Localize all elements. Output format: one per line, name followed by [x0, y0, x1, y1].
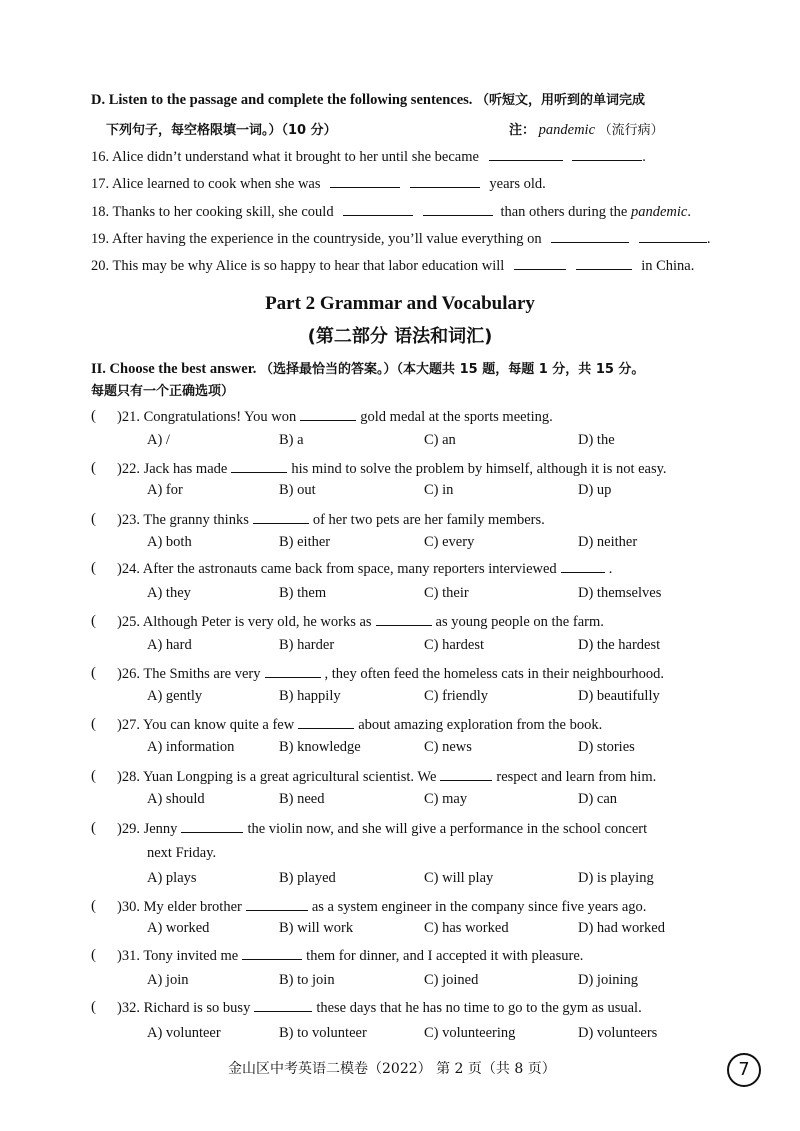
- option-a[interactable]: A) information: [147, 739, 235, 755]
- answer-paren-open: (: [91, 511, 96, 527]
- question-stem: 31. Tony invited me: [121, 948, 239, 964]
- answer-paren-open: (: [91, 460, 96, 476]
- page-mark: 7: [727, 1053, 761, 1087]
- option-c[interactable]: C) every: [424, 534, 475, 550]
- question-21: [117, 408, 553, 426]
- part2-title: Part 2 Grammar and Vocabulary: [265, 293, 535, 314]
- answer-paren-open: (: [91, 820, 96, 836]
- answer-paren-open: (: [91, 947, 96, 963]
- answer-paren-open: (: [91, 716, 96, 732]
- section-ii-heading-line2: [91, 382, 234, 401]
- option-d[interactable]: D) had worked: [578, 920, 665, 936]
- answer-slot[interactable]: [102, 767, 118, 785]
- sentence-end: in China.: [641, 258, 695, 274]
- page-footer: 金山区中考英语二模卷（2022） 第 2 页（共 8 页）: [228, 1061, 556, 1077]
- question-blank: [376, 613, 432, 626]
- note-label: 注：: [509, 123, 536, 138]
- sentence-text: 19. After having the experience in the countryside, you’ll value everything on: [91, 231, 542, 247]
- question-stem: 27. You can know quite a few: [121, 717, 295, 733]
- option-d[interactable]: D) themselves: [578, 585, 662, 601]
- question-stem-end: as young people on the farm.: [435, 614, 604, 630]
- sentence-16: [91, 148, 646, 166]
- option-b[interactable]: B) knowledge: [279, 739, 361, 755]
- answer-slot[interactable]: [102, 510, 118, 528]
- option-d[interactable]: D) the hardest: [578, 637, 661, 653]
- answer-paren-open: (: [91, 665, 96, 681]
- question-stem-end: about amazing exploration from the book.: [358, 717, 603, 733]
- option-a[interactable]: A) for: [147, 482, 183, 498]
- answer-paren-close: ): [117, 821, 122, 837]
- option-d[interactable]: D) the: [578, 432, 615, 448]
- note-word: pandemic: [538, 122, 596, 138]
- sentence-text: 17. Alice learned to cook when she was: [91, 176, 321, 192]
- option-c[interactable]: C) their: [424, 585, 469, 601]
- answer-blank[interactable]: [576, 257, 632, 270]
- option-b[interactable]: B) happily: [279, 688, 341, 704]
- option-d[interactable]: D) can: [578, 791, 618, 807]
- question-blank: [561, 560, 605, 573]
- answer-paren-close: ): [117, 899, 122, 915]
- answer-blank[interactable]: [489, 148, 563, 161]
- question-stem-end: them for dinner, and I accepted it with pleasure.: [306, 948, 584, 964]
- option-b[interactable]: B) harder: [279, 637, 335, 653]
- option-c[interactable]: C) volunteering: [424, 1025, 516, 1041]
- option-d[interactable]: D) up: [578, 482, 612, 498]
- section-d-heading-line2: [106, 121, 337, 140]
- question-blank: [440, 768, 492, 781]
- option-d[interactable]: D) beautifully: [578, 688, 660, 704]
- question-stem: 21. Congratulations! You won: [121, 409, 297, 425]
- question-32: [117, 999, 642, 1017]
- option-a[interactable]: A) volunteer: [147, 1025, 221, 1041]
- question-blank: [300, 408, 356, 421]
- section-d-instruction-1: （听短文，用听到的单词完成: [476, 93, 646, 108]
- question-blank: [231, 460, 287, 473]
- option-b[interactable]: B) a: [279, 432, 304, 448]
- answer-blank[interactable]: [639, 230, 707, 243]
- question-31: [117, 947, 583, 965]
- option-a[interactable]: A) join: [147, 972, 189, 988]
- question-stem-end: as a system engineer in the company since five years ago.: [311, 899, 647, 915]
- option-a[interactable]: A) /: [147, 432, 170, 448]
- option-a[interactable]: A) hard: [147, 637, 192, 653]
- question-stem-end: respect and learn from him.: [496, 769, 657, 785]
- option-c[interactable]: C) will play: [424, 870, 494, 886]
- question-stem: 26. The Smiths are very: [121, 666, 261, 682]
- question-blank: [181, 820, 243, 833]
- section-ii-title: II. Choose the best answer.: [91, 361, 257, 377]
- answer-paren-close: ): [117, 1000, 122, 1016]
- option-d[interactable]: D) is playing: [578, 870, 654, 886]
- option-c[interactable]: C) in: [424, 482, 454, 498]
- section-ii-instruction-1: （选择最恰当的答案。）（本大题共 15 题，每题 1 分，共 15 分。: [260, 362, 645, 377]
- question-stem-end: gold medal at the sports meeting.: [360, 409, 553, 425]
- note-translation: （流行病）: [598, 123, 664, 138]
- answer-slot[interactable]: [102, 612, 118, 630]
- question-27: [117, 716, 602, 734]
- option-a[interactable]: A) both: [147, 534, 192, 550]
- option-b[interactable]: B) played: [279, 870, 336, 886]
- answer-paren-close: ): [117, 461, 122, 477]
- question-28: [117, 768, 656, 786]
- option-b[interactable]: B) out: [279, 482, 316, 498]
- answer-blank[interactable]: [514, 257, 566, 270]
- question-24: [117, 560, 612, 578]
- answer-slot[interactable]: [102, 819, 118, 837]
- question-stem-end: his mind to solve the problem by himself, although it is not easy.: [291, 461, 667, 477]
- answer-paren-close: ): [117, 512, 122, 528]
- question-30: [117, 898, 646, 916]
- question-stem: 28. Yuan Longping is a great agricultural scientist. We: [121, 769, 437, 785]
- question-stem: 25. Although Peter is very old, he works as: [121, 614, 372, 630]
- option-c[interactable]: C) may: [424, 791, 468, 807]
- option-d[interactable]: D) neither: [578, 534, 638, 550]
- option-c[interactable]: C) news: [424, 739, 472, 755]
- section-d-heading: [91, 91, 645, 110]
- option-c[interactable]: C) an: [424, 432, 456, 448]
- sentence-text-2: than others during the: [500, 204, 628, 220]
- answer-slot[interactable]: [102, 897, 118, 915]
- option-a[interactable]: A) plays: [147, 870, 197, 886]
- question-29: [117, 820, 647, 838]
- part2-subtitle: (第二部分 语法和词汇): [307, 326, 493, 347]
- answer-blank[interactable]: [330, 175, 400, 188]
- answer-slot[interactable]: [102, 998, 118, 1016]
- option-a[interactable]: A) worked: [147, 920, 210, 936]
- option-b[interactable]: B) to join: [279, 972, 335, 988]
- answer-paren-close: ): [117, 561, 122, 577]
- question-stem: 29. Jenny: [121, 821, 178, 837]
- answer-blank[interactable]: [551, 230, 629, 243]
- sentence-17: [91, 175, 546, 193]
- option-d[interactable]: D) joining: [578, 972, 639, 988]
- question-23: [117, 511, 545, 529]
- answer-slot[interactable]: [102, 459, 118, 477]
- question-stem-end: , they often feed the homeless cats in their neighbourhood.: [324, 666, 664, 682]
- answer-paren-close: ): [117, 614, 122, 630]
- answer-blank[interactable]: [572, 148, 642, 161]
- option-b[interactable]: B) will work: [279, 920, 354, 936]
- question-blank: [242, 947, 302, 960]
- option-b[interactable]: B) to volunteer: [279, 1025, 367, 1041]
- question-stem-end: these days that he has no time to go to the gym as usual.: [316, 1000, 642, 1016]
- question-blank: [254, 999, 312, 1012]
- answer-paren-close: ): [117, 948, 122, 964]
- answer-paren-close: ): [117, 666, 122, 682]
- answer-paren-close: ): [117, 409, 122, 425]
- pandemic-note: [509, 121, 664, 140]
- answer-slot[interactable]: [102, 715, 118, 733]
- answer-paren-open: (: [91, 768, 96, 784]
- option-b[interactable]: B) them: [279, 585, 327, 601]
- answer-slot[interactable]: [102, 664, 118, 682]
- answer-paren-open: (: [91, 999, 96, 1015]
- answer-paren-open: (: [91, 898, 96, 914]
- sentence-text: 20. This may be why Alice is so happy to hear that labor education will: [91, 258, 505, 274]
- question-continuation: next Friday.: [147, 845, 217, 861]
- option-c[interactable]: C) hardest: [424, 637, 484, 653]
- italic-word: pandemic: [630, 204, 688, 220]
- option-a[interactable]: A) should: [147, 791, 205, 807]
- answer-blank[interactable]: [410, 175, 480, 188]
- option-b[interactable]: B) need: [279, 791, 325, 807]
- answer-paren-open: (: [91, 613, 96, 629]
- sentence-20: [91, 257, 694, 275]
- option-a[interactable]: A) they: [147, 585, 191, 601]
- question-stem-end: of her two pets are her family members.: [312, 512, 545, 528]
- section-d-instruction-2: 下列句子，每空格限填一词。）（10 分）: [106, 123, 337, 138]
- answer-slot[interactable]: [102, 407, 118, 425]
- sentence-text: 18. Thanks to her cooking skill, she could: [91, 204, 334, 220]
- question-blank: [253, 511, 309, 524]
- question-stem: 30. My elder brother: [121, 899, 242, 915]
- sentence-end: years old.: [489, 176, 546, 192]
- option-c[interactable]: C) has worked: [424, 920, 509, 936]
- question-blank: [246, 898, 308, 911]
- question-stem: 24. After the astronauts came back from space, many reporters interviewed: [121, 561, 557, 577]
- sentence-19: [91, 230, 710, 248]
- option-c[interactable]: C) friendly: [424, 688, 489, 704]
- sentence-end: .: [687, 204, 691, 220]
- question-stem: 32. Richard is so busy: [121, 1000, 251, 1016]
- section-ii-instruction-2: 每题只有一个正确选项）: [91, 384, 235, 399]
- option-a[interactable]: A) gently: [147, 688, 203, 704]
- option-c[interactable]: C) joined: [424, 972, 479, 988]
- answer-blank[interactable]: [343, 203, 413, 216]
- question-stem-end: the violin now, and she will give a performance in the school concert: [247, 821, 648, 837]
- option-d[interactable]: D) volunteers: [578, 1025, 658, 1041]
- answer-paren-close: ): [117, 717, 122, 733]
- option-d[interactable]: D) stories: [578, 739, 635, 755]
- sentence-end: .: [642, 149, 646, 165]
- question-stem-end: .: [608, 561, 613, 577]
- answer-blank[interactable]: [423, 203, 493, 216]
- question-blank: [265, 665, 321, 678]
- answer-paren-open: (: [91, 408, 96, 424]
- answer-paren-close: ): [117, 769, 122, 785]
- question-stem: 22. Jack has made: [121, 461, 228, 477]
- answer-paren-open: (: [91, 560, 96, 576]
- answer-slot[interactable]: [102, 559, 118, 577]
- question-25: [117, 613, 604, 631]
- question-stem: 23. The granny thinks: [121, 512, 249, 528]
- question-22: [117, 460, 667, 478]
- sentence-end: .: [706, 231, 711, 247]
- option-b[interactable]: B) either: [279, 534, 331, 550]
- sentence-text: 16. Alice didn’t understand what it brought to her until she became: [91, 149, 479, 165]
- section-ii-heading: [91, 360, 644, 379]
- question-blank: [298, 716, 354, 729]
- question-26: [117, 665, 664, 683]
- sentence-18: [91, 203, 691, 221]
- answer-slot[interactable]: [102, 946, 118, 964]
- section-d-title: D. Listen to the passage and complete the following sentences.: [91, 92, 473, 108]
